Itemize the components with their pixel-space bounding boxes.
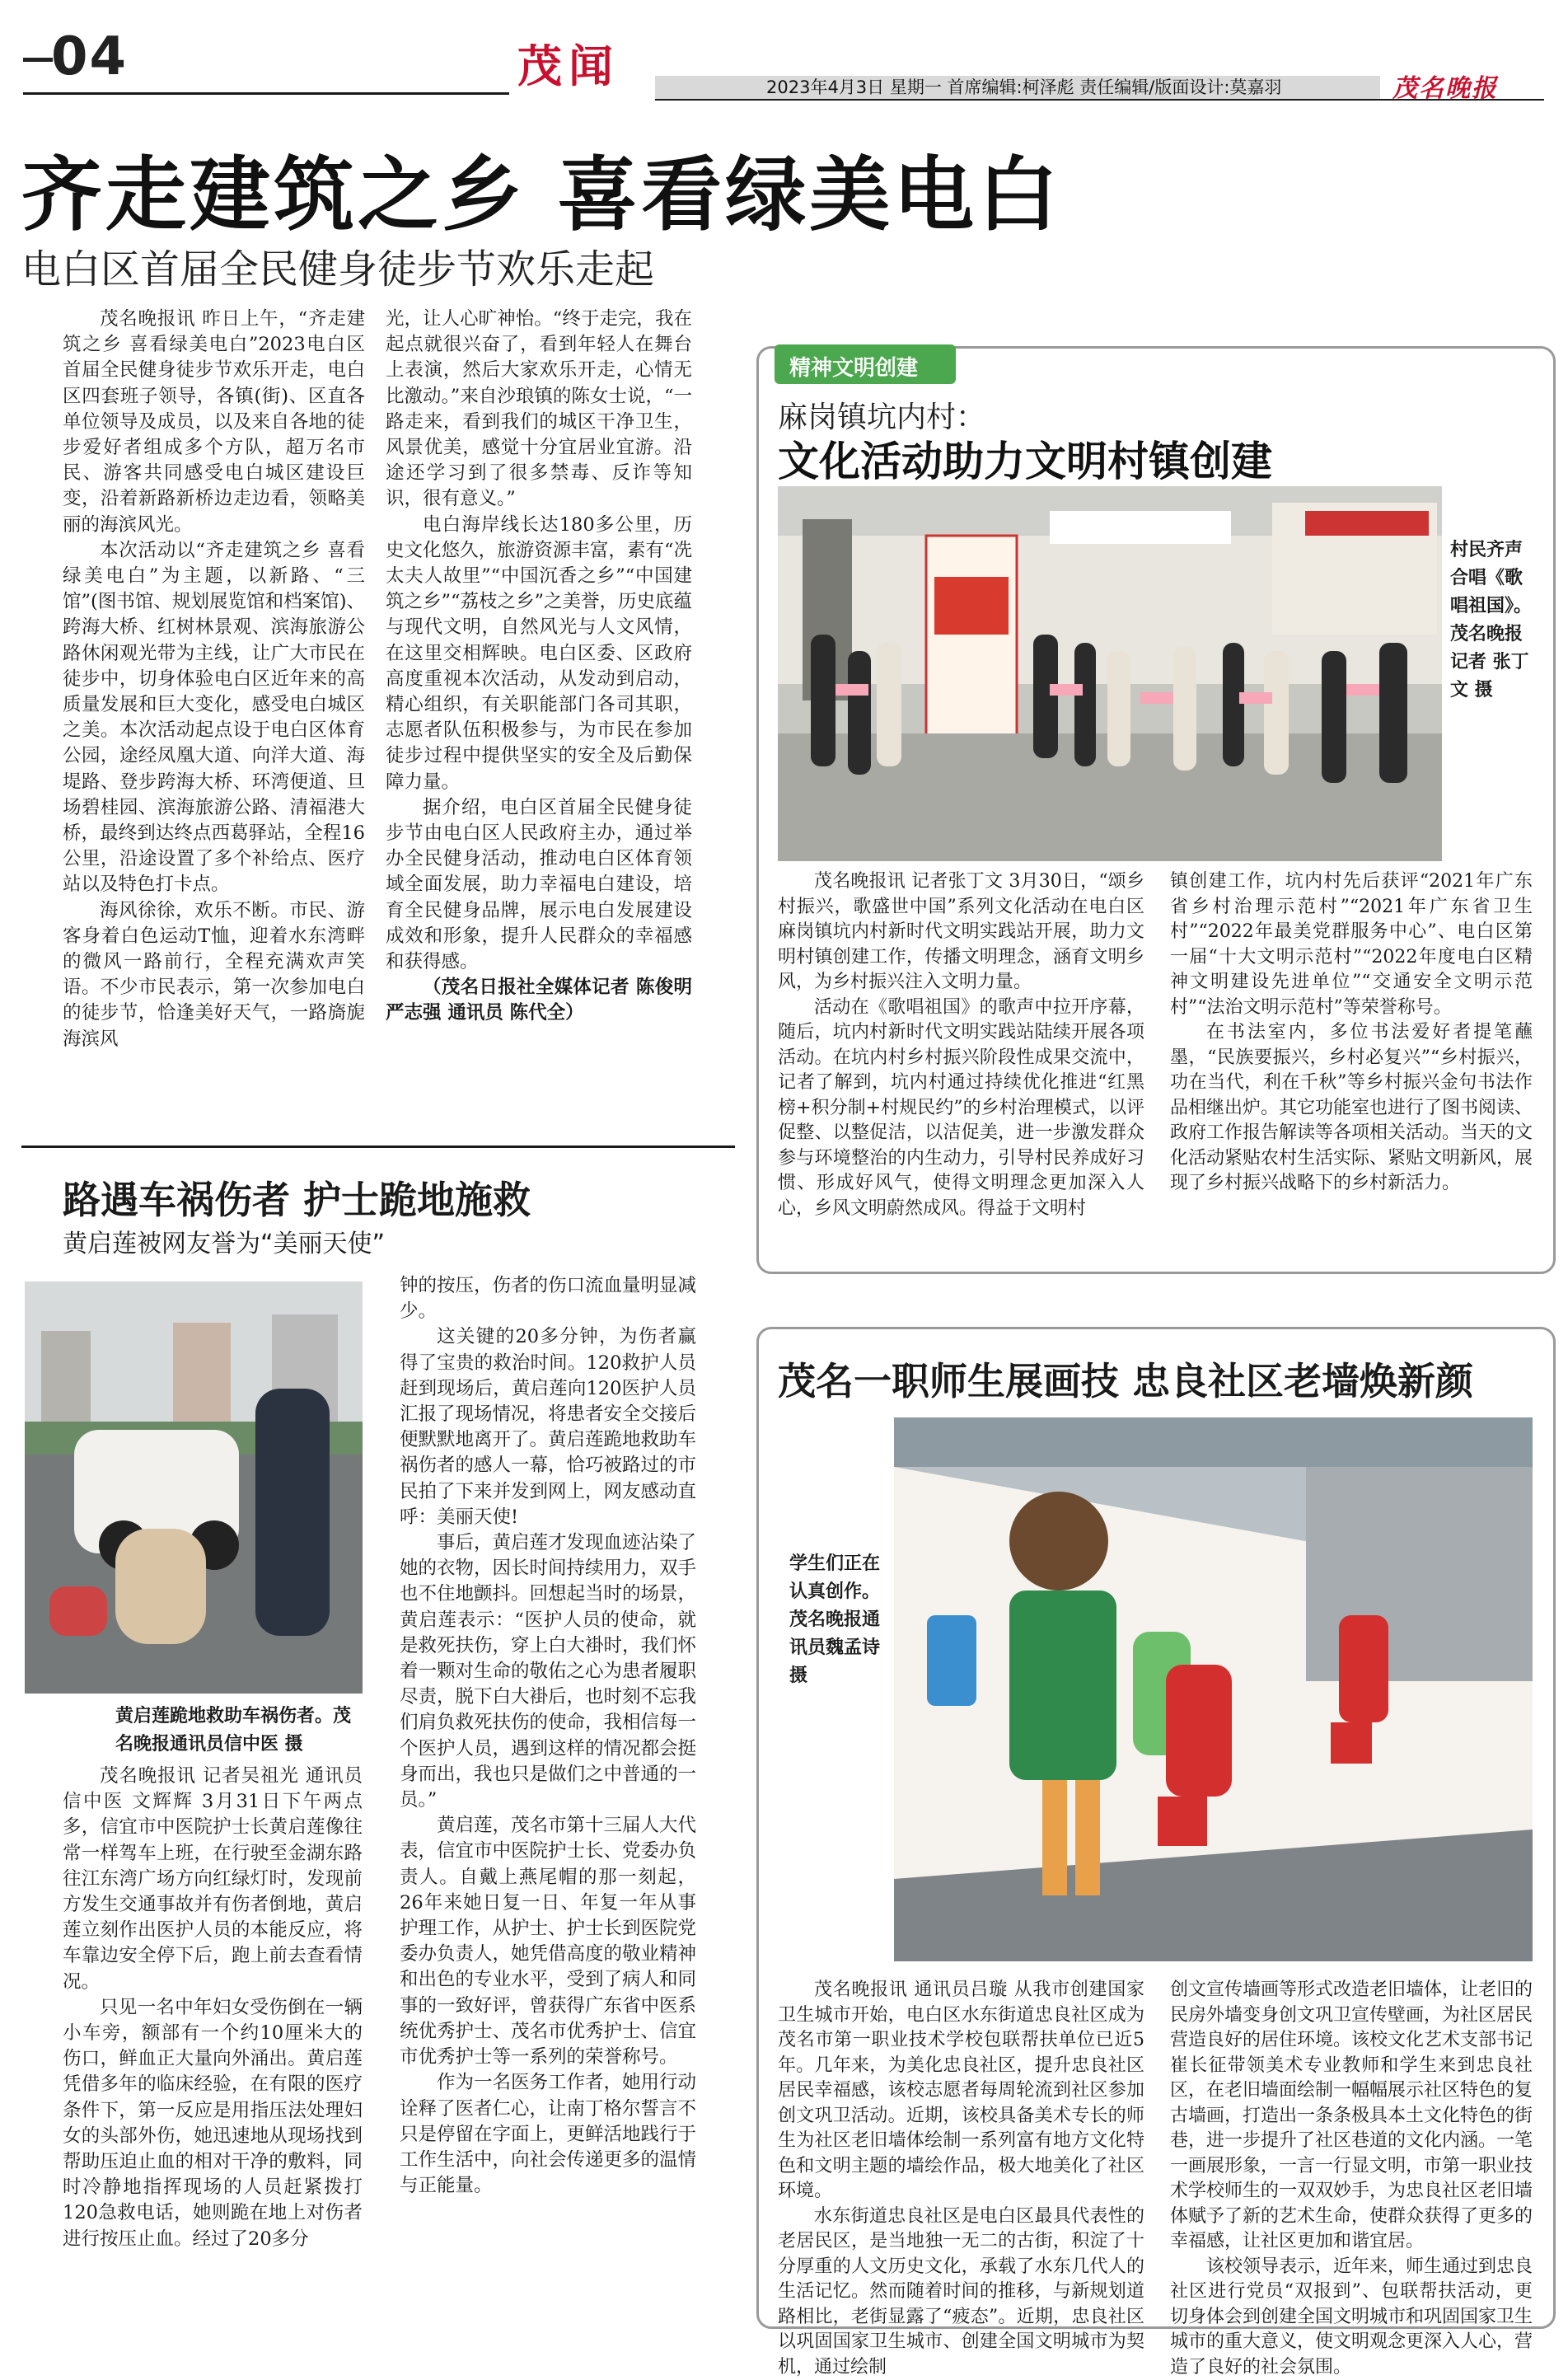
mural-photo-illustration bbox=[894, 1417, 1533, 1961]
story1-subhead: 电白区首届全民健身徒步节欢乐走起 bbox=[21, 237, 654, 294]
story3-rule bbox=[21, 1145, 735, 1148]
paper-logo: 茂名晚报 bbox=[1392, 68, 1498, 104]
story2-photo-caption: 村民齐声合唱《歌唱祖国》。茂名晚报记者 张丁文 摄 bbox=[1450, 536, 1533, 704]
story3-para: 这关键的20多分钟，为伤者赢得了宝贵的救治时间。120救护人员赶到现场后，黄启莲向120医护人员汇报了现场情况，将患者安全交接后便默默地离开了。黄启莲跪地救助车祸伤者的感人一幕，恰巧被路过的市民拍了下来并发到网上，网友感动直呼：美丽天使! bbox=[400, 1324, 696, 1530]
story4-photo-caption: 学生们正在认真创作。茂名晚报通讯员魏孟诗 摄 bbox=[789, 1549, 880, 1689]
story1-column-2 bbox=[386, 307, 692, 1027]
story2-para: 活动在《歌唱祖国》的歌声中拉开序幕，随后，坑内村新时代文明实践站陆续开展各项活动。在坑内村乡村振兴阶段性成果交流中，记者了解到，坑内村通过持续优化推进“红黑榜+积分制+村规民约”的乡村治理模式，以评促整、以整促洁，以洁促美，进一步激发群众参与环境整治的内生动力，引导村民养成好习惯、形成好风气，使得文明理念更加深入人心，乡风文明蔚然成风。得益于文明村 bbox=[778, 996, 1144, 1222]
section-tag-label: 茂闻 bbox=[517, 31, 620, 95]
story3-headline: 路遇车祸伤者 护士跪地施救 bbox=[63, 1170, 531, 1225]
story2-column-2 bbox=[1170, 869, 1533, 1197]
story3-para: 钟的按压，伤者的伤口流血量明显减少。 bbox=[400, 1273, 696, 1324]
story3-para: 黄启莲，茂名市第十三届人大代表，信宜市中医院护士长、党委办负责人。自戴上燕尾帽的那一刻起，26年来她日复一日、年复一年从事护理工作，从护士、护士长到医院党委办负责人，她凭借高度的敬业精神和出色的专业水平，受到了病人和同事的一致好评，曾获得广东省中医系统优秀护士、茂名市优秀护士、信宜市优秀护士等一系列的荣誉称号。 bbox=[400, 1813, 696, 2070]
story2-para: 茂名晚报讯 记者张丁文 3月30日，“颂乡村振兴，歌盛世中国”系列文化活动在电白区麻岗镇坑内村新时代文明实践站开展，助力文明村镇创建工作，传播文明理念，涵育文明乡风，为乡村振兴注入文明力量。 bbox=[778, 869, 1144, 996]
story2-badge bbox=[775, 344, 956, 384]
date-editors-line: 2023年4月3日 星期一 首席编辑:柯泽彪 责任编辑/版面设计:莫嘉羽 bbox=[766, 76, 1281, 99]
story3-para: 事后，黄启莲才发现血迹沾染了她的衣物，因长时间持续用力，双手也不住地颤抖。回想起当时的场景，黄启莲表示：“医护人员的使命，就是救死扶伤，穿上白大褂时，我们怀着一颗对生命的敬佑之心为患者履职尽责，脱下白大褂后，也时刻不忘我们肩负救死扶伤的使命，我相信每一个医护人员，遇到这样的情况都会挺身而出，我也只是做们之中普通的一员。” bbox=[400, 1530, 696, 1813]
choir-photo-illustration bbox=[778, 486, 1442, 861]
page-number-bar bbox=[23, 58, 53, 62]
story3-subhead: 黄启莲被网友誉为“美丽天使” bbox=[63, 1223, 385, 1259]
story3-column-1 bbox=[63, 1764, 363, 2252]
story2-para: 镇创建工作，坑内村先后获评“2021年广东省乡村治理示范村”“2021年广东省卫生村”“2022年最美党群服务中心”、电白区第一届“十大文明示范村”“2022年度电白区精神文明建设先进单位”“交通安全文明示范村”“法治文明示范村”等荣誉称号。 bbox=[1170, 869, 1533, 1020]
story1-headline: 齐走建筑之乡 喜看绿美电白 bbox=[21, 130, 1061, 246]
story3-para: 作为一名医务工作者，她用行动诠释了医者仁心，让南丁格尔誓言不只是停留在字面上，更鲜活地践行于工作生活中，向社会传递更多的温情与正能量。 bbox=[400, 2070, 696, 2199]
rescue-photo-illustration bbox=[25, 1281, 363, 1694]
story1-para: 海风徐徐，欢乐不断。市民、游客身着白色运动T恤，迎着水东湾畔的微风一路前行，全程充满欢声笑语。不少市民表示，第一次参加电白的徒步节，恰逢美好天气，一路旖旎海滨风 bbox=[63, 898, 365, 1052]
story4-headline: 茂名一职师生展画技 忠良社区老墙焕新颜 bbox=[778, 1352, 1473, 1406]
story1-column-1 bbox=[63, 307, 365, 1052]
story1-para: 茂名晚报讯 昨日上午，“齐走建筑之乡 喜看绿美电白”2023电白区首届全民健身徒步节欢乐开走，电白区四套班子领导，各镇(街)、区直各单位领导及成员，以及来自各地的徒步爱好者组成多个方队，超万名市民、游客共同感受电白城区建设巨变，沿着新路新桥边走边看，领略美丽的海滨风光。 bbox=[63, 307, 365, 538]
story1-credit: （茂名日报社全媒体记者 陈俊明 严志强 通讯员 陈代全） bbox=[386, 975, 692, 1026]
story2-photo bbox=[778, 486, 1442, 861]
story4-para: 该校领导表示，近年来，师生通过到忠良社区进行党员“双报到”、包联帮扶活动，更切身体会到创建全国文明城市和巩固国家卫生城市的重大意义，使文明观念更深入人心，营造了良好的社会氛围。 bbox=[1170, 2255, 1533, 2380]
story2-column-1 bbox=[778, 869, 1144, 1221]
story1-para: 本次活动以“齐走建筑之乡 喜看绿美电白”为主题，以新路、“三馆”(图书馆、规划展览馆和档案馆)、跨海大桥、红树林景观、滨海旅游公路休闲观光带为主线，让广大市民在徒步中，切身体验电白区近年来的高质量发展和巨大变化，感受电白城区之美。本次活动起点设于电白区体育公园，途经凤凰大道、向洋大道、海堤路、登步跨海大桥、环湾便道、旦场碧桂园、滨海旅游公路、清福港大桥，最终到达终点西葛驿站，全程16公里，沿途设置了多个补给点、医疗站以及特色打卡点。 bbox=[63, 538, 365, 898]
story4-column-2 bbox=[1170, 1978, 1533, 2380]
story4-para: 水东街道忠良社区是电白区最具代表性的老居民区，是当地独一无二的古街，积淀了十分厚重的人文历史文化，承载了水东几代人的生活记忆。然而随着时间的推移，与新规划道路相比，老街显露了“疲态”。近期，忠良社区以巩固国家卫生城市、创建全国文明城市为契机，通过绘制 bbox=[778, 2204, 1144, 2380]
story3-para: 只见一名中年妇女受伤倒在一辆小车旁，额部有一个约10厘米大的伤口，鲜血正大量向外涌出。黄启莲凭借多年的临床经验，在有限的医疗条件下，第一反应是用指压法处理妇女的头部外伤，她迅速地从现场找到帮助压迫止血的相对干净的敷料，同时冷静地指挥现场的人员赶紧拨打120急救电话，她则跪在地上对伤者进行按压止血。经过了20多分 bbox=[63, 1995, 363, 2252]
story4-para: 茂名晚报讯 通讯员吕璇 从我市创建国家卫生城市开始，电白区水东街道忠良社区成为茂名市第一职业技术学校包联帮扶单位已近5年。几年来，为美化忠良社区，提升忠良社区居民幸福感，该校志愿者每周轮流到社区参加创文巩卫活动。近期，该校具备美术专长的师生为社区老旧墙体绘制一系列富有地方文化特色和文明主题的墙绘作品，极大地美化了社区环境。 bbox=[778, 1978, 1144, 2204]
story4-photo bbox=[894, 1417, 1533, 1961]
page-number: 04 bbox=[51, 26, 128, 87]
story3-photo-caption: 黄启莲跪地救助车祸伤者。茂名晚报通讯员信中医 摄 bbox=[115, 1702, 363, 1758]
story1-para: 据介绍，电白区首届全民健身徒步节由电白区人民政府主办，通过举办全民健身活动，推动电白区体育领域全面发展，助力幸福电白建设，培育全民健身品牌，展示电白发展建设成效和形象，提升人民群众的幸福感和获得感。 bbox=[386, 795, 692, 975]
page-number-rule bbox=[23, 92, 509, 95]
story2-badge-label: 精神文明创建 bbox=[789, 351, 918, 382]
story4-column-1 bbox=[778, 1978, 1144, 2380]
story3-column-2 bbox=[400, 1273, 696, 2199]
story3-para: 茂名晚报讯 记者吴祖光 通讯员信中医 文辉辉 3月31日下午两点多，信宜市中医院护士长黄启莲像往常一样驾车上班，在行驶至金湖东路往江东湾广场方向红绿灯时，发现前方发生交通事故并有伤者倒地，黄启莲立刻作出医护人员的本能反应，将车靠边安全停下后，跑上前去查看情况。 bbox=[63, 1764, 363, 1995]
story1-para: 电白海岸线长达180多公里，历史文化悠久，旅游资源丰富，素有“冼太夫人故里”“中国沉香之乡”“中国建筑之乡”“荔枝之乡”之美誉，历史底蕴与现代文明，自然风光与人文风情，在这里交相辉映。电白区委、区政府高度重视本次活动，从发动到启动，精心组织，有关职能部门各司其职，志愿者队伍积极参与，为市民在参加徒步过程中提供坚实的安全及后勤保障力量。 bbox=[386, 513, 692, 795]
section-tag bbox=[517, 31, 649, 89]
story1-para: 光，让人心旷神怡。“终于走完，我在起点就很兴奋了，看到年轻人在舞台上表演，然后大家欢乐开走，心情无比激动。”来自沙琅镇的陈女士说，“一路走来，看到我们的城区干净卫生，风景优美，感觉十分宜居业宜游。沿途还学习到了很多禁毒、反诈等知识，很有意义。” bbox=[386, 307, 692, 513]
story2-headline: 文化活动助力文明村镇创建 bbox=[778, 429, 1272, 488]
story4-para: 创文宣传墙画等形式改造老旧墙体，让老旧的民房外墙变身创文巩卫宣传壁画，为社区居民营造良好的居住环境。该校文化艺术支部书记崔长征带领美术专业教师和学生来到忠良社区，在老旧墙面绘制一幅幅展示社区特色的复古墙画，打造出一条条极具本土文化特色的街巷，进一步提升了社区巷道的文化内涵。一笔一画展形象，一言一行显文明，市第一职业技术学校师生的一双双妙手，为忠良社区老旧墙体赋予了新的艺术生命，使群众获得了更多的幸福感，让社区更加和谐宜居。 bbox=[1170, 1978, 1533, 2255]
story2-kicker: 麻岗镇坑内村： bbox=[778, 394, 985, 436]
story3-photo bbox=[25, 1281, 363, 1694]
story2-para: 在书法室内，多位书法爱好者提笔蘸墨，“民族要振兴，乡村必复兴”“乡村振兴，功在当代，利在千秋”等乡村振兴金句书法作品相继出炉。其它功能室也进行了图书阅读、政府工作报告解读等各项相关活动。当天的文化活动紧贴农村生活实际、紧贴文明新风，展现了乡村振兴战略下的乡村新活力。 bbox=[1170, 1020, 1533, 1197]
